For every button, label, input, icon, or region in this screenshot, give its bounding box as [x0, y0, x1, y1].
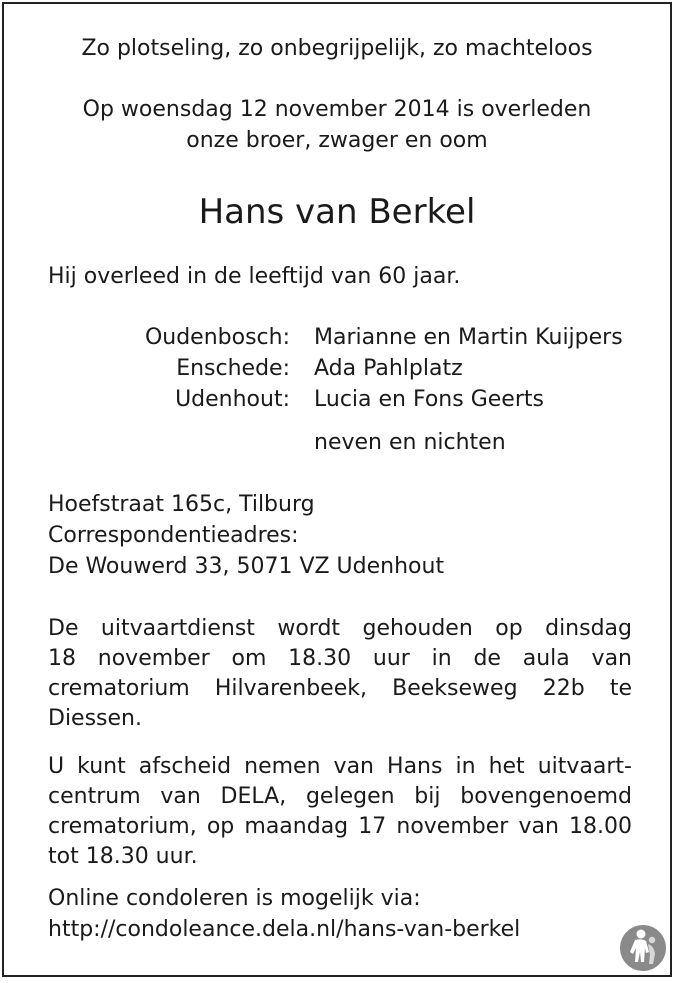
family-place: Enschede: — [176, 356, 290, 381]
announcement-line-2: onze broer, zwager en oom — [186, 128, 488, 153]
address-line-2: De Wouwerd 33, 5071 VZ Udenhout — [48, 554, 445, 579]
service-line: Diessen. — [48, 706, 142, 731]
condolence-text: Online condoleren is mogelijk via: — [48, 886, 421, 911]
service-line: 18 november om 18.30 uur in de aula van — [48, 646, 632, 671]
family-names: Marianne en Martin Kuijpers — [314, 325, 623, 350]
address-label: Correspondentieadres: — [48, 523, 299, 548]
family-place: Oudenbosch: — [144, 325, 290, 350]
family-place: Udenhout: — [175, 387, 290, 412]
relatives-line: neven en nichten — [314, 430, 506, 455]
farewell-line: centrum van DELA, gelegen bij bovengenoemd — [48, 784, 632, 809]
condolence-link[interactable]: http://condoleance.dela.nl/hans-van-berkel — [48, 917, 521, 942]
farewell-line: U kunt afscheid nemen van Hans in het uitvaart- — [48, 754, 632, 779]
address-line-1: Hoefstraat 165c, Tilburg — [48, 492, 315, 517]
age-line: Hij overleed in de leeftijd van 60 jaar. — [48, 264, 461, 289]
farewell-paragraph — [48, 752, 632, 872]
family-names: Ada Pahlplatz — [314, 356, 463, 381]
service-line: crematorium Hilvarenbeek, Beekseweg 22b te — [48, 676, 632, 701]
announcement-line-1: Op woensdag 12 november 2014 is overleden — [82, 97, 592, 122]
farewell-line: crematorium, op maandag 17 november van 18.00 — [48, 814, 632, 839]
family-names: Lucia en Fons Geerts — [314, 387, 544, 412]
farewell-line: tot 18.30 uur. — [48, 844, 198, 869]
figure-logo-icon — [619, 924, 667, 972]
intro-text: Zo plotseling, zo onbegrijpelijk, zo machteloos — [81, 36, 593, 61]
service-paragraph — [48, 614, 632, 734]
deceased-name: Hans van Berkel — [198, 192, 476, 232]
service-line: De uitvaartdienst wordt gehouden op dinsdag — [48, 616, 632, 641]
